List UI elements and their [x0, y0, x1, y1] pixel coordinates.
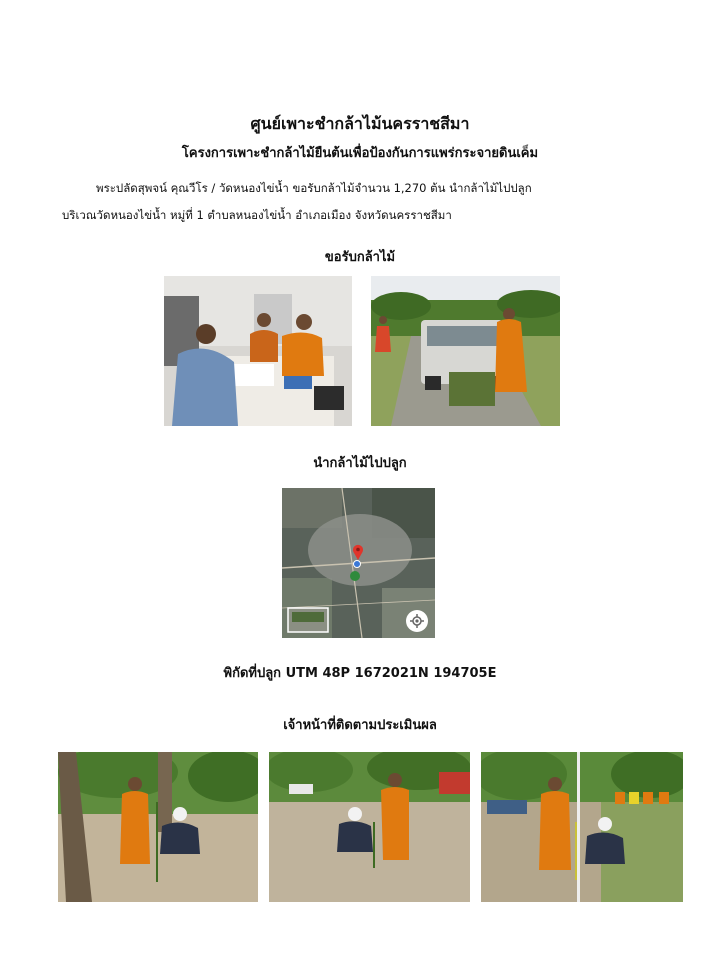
section-heading-planting: นำกล้าไม้ไปปลูก: [313, 456, 407, 471]
photo-evaluation-3: [481, 752, 683, 902]
page-title: ศูนย์เพาะชำกล้าไม้นครราชสีมา: [250, 114, 470, 133]
photo-office-meeting: [164, 276, 352, 426]
intro-paragraph-line-1: พระปลัดสุพจน์ คุณวีโร / วัดหนองไข่น้ำ ขอรับกล้าไม้จำนวน 1,270 ต้น นำกล้าไม้ไปปลูก: [96, 181, 532, 195]
intro-paragraph-line-2: บริเวณวัดหนองไข่น้ำ หมู่ที่ 1 ตำบลหนองไข่น้ำ อำเภอเมือง จังหวัดนครราชสีมา: [62, 208, 452, 222]
photo-evaluation-2: [269, 752, 470, 902]
page-subtitle: โครงการเพาะชำกล้าไม้ยืนต้นเพื่อป้องกันการแพร่กระจายดินเค็ม: [181, 146, 539, 161]
section-heading-evaluation: เจ้าหน้าที่ติดตามประเมินผล: [283, 718, 437, 733]
map-pin-icon: [352, 544, 364, 560]
my-location-button[interactable]: [406, 610, 428, 632]
section-heading-receive: ขอรับกล้าไม้: [324, 250, 396, 265]
photo-evaluation-1: [58, 752, 258, 902]
satellite-map: [282, 488, 435, 638]
crosshair-icon: [406, 610, 428, 632]
planting-coordinates: พิกัดที่ปลูก UTM 48P 1672021N 194705E: [223, 666, 497, 681]
photo-monk-pickup-truck: [371, 276, 560, 426]
